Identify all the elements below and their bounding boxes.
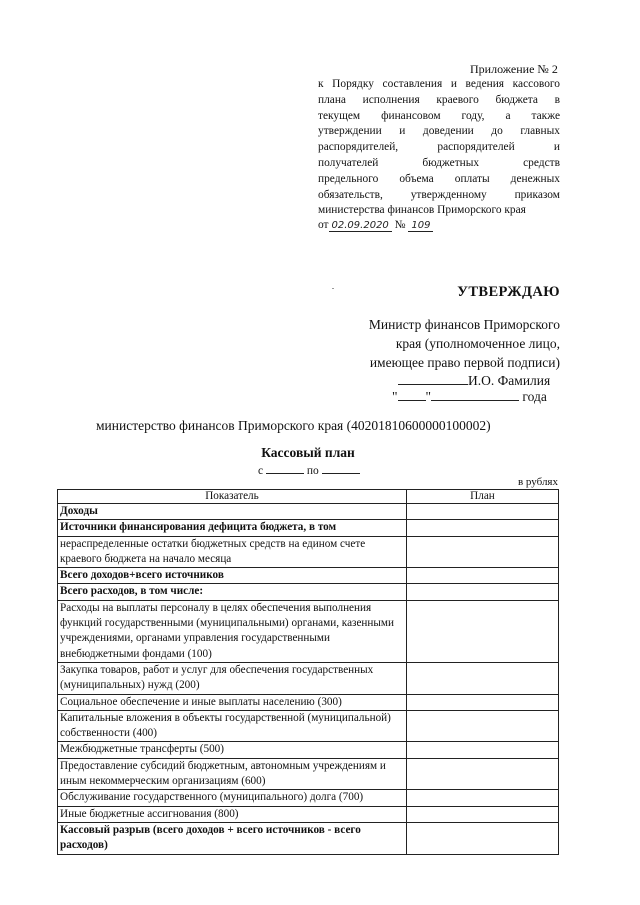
table-row xyxy=(58,584,559,600)
period-to-blank xyxy=(322,463,360,474)
table-row xyxy=(58,790,559,806)
plan-value-cell[interactable] xyxy=(406,790,558,806)
period-from-label: с xyxy=(258,465,264,477)
appendix-line: текущем финансовом году, а также xyxy=(318,109,560,122)
appendix-line: утверждении и доведении до главных xyxy=(318,125,560,138)
period-from-blank xyxy=(266,463,304,474)
plan-value-cell[interactable] xyxy=(406,758,558,790)
plan-value-cell[interactable] xyxy=(406,822,558,854)
indicator-cell: Доходы xyxy=(58,504,407,520)
approver-line: Министр финансов Приморского xyxy=(368,317,560,332)
plan-value-cell[interactable] xyxy=(406,662,558,694)
table-row xyxy=(58,822,559,854)
scan-speck xyxy=(332,288,334,289)
cash-plan-table xyxy=(57,489,559,855)
column-header-plan: План xyxy=(406,490,558,504)
appendix-line: к Порядку составления и ведения кассового xyxy=(318,78,560,90)
table-row xyxy=(58,710,559,742)
appendix-text xyxy=(318,77,560,219)
plan-value-cell[interactable] xyxy=(406,520,558,536)
indicator-cell: Капитальные вложения в объекты государственной (муниципальной) собственности (400) xyxy=(58,710,407,742)
indicator-cell: Кассовый разрыв (всего доходов + всего источников - всего расходов) xyxy=(58,822,407,854)
year-word: года xyxy=(522,389,547,404)
appendix-line: предельного объема оплаты денежных xyxy=(318,172,560,185)
plan-value-cell[interactable] xyxy=(406,694,558,710)
appendix-line: министерства финансов Приморского края xyxy=(318,204,526,217)
signature-blank xyxy=(398,372,468,385)
order-number-handwritten: 109 xyxy=(408,220,433,232)
table-body xyxy=(58,504,559,855)
column-header-indicator: Показатель xyxy=(58,490,407,504)
table-row xyxy=(58,806,559,822)
plan-value-cell[interactable] xyxy=(406,806,558,822)
table-header-row xyxy=(58,490,559,504)
period-to-label: по xyxy=(306,465,319,477)
plan-value-cell[interactable] xyxy=(406,584,558,600)
indicator-cell: Иные бюджетные ассигнования (800) xyxy=(58,806,407,822)
period-line xyxy=(258,463,360,477)
plan-value-cell[interactable] xyxy=(406,600,558,662)
approval-date-line xyxy=(392,389,547,405)
table-row xyxy=(58,568,559,584)
approver-line: имеющее право первой подписи) xyxy=(369,355,560,370)
indicator-cell: Предоставление субсидий бюджетным, автономным учреждениям и иным некоммерческим организациям (600) xyxy=(58,758,407,790)
signature-line xyxy=(398,372,550,389)
approval-heading: УТВЕРЖДАЮ xyxy=(457,284,560,300)
table-row xyxy=(58,758,559,790)
appendix-line: обязательств, утвержденному приказом xyxy=(318,188,560,201)
plan-value-cell[interactable] xyxy=(406,742,558,758)
table-row xyxy=(58,536,559,568)
date-close-quote: " xyxy=(425,389,432,404)
date-open-quote: " xyxy=(392,389,398,404)
indicator-cell: Закупка товаров, работ и услуг для обеспечения государственных (муниципальных) нужд (200) xyxy=(58,662,407,694)
table-row xyxy=(58,504,559,520)
appendix-line: получателей бюджетных средств xyxy=(318,156,560,169)
signature-name: И.О. Фамилия xyxy=(468,373,551,388)
table-row xyxy=(58,662,559,694)
indicator-cell: Расходы на выплаты персоналу в целях обеспечения выполнения функций государственными (муниципальными) органами, казенными учреждениями, органами управления государственными внебюджетными фондами (100) xyxy=(58,600,407,662)
plan-value-cell[interactable] xyxy=(406,504,558,520)
plan-value-cell[interactable] xyxy=(406,536,558,568)
table-row xyxy=(58,694,559,710)
order-date-handwritten: 02.09.2020 xyxy=(329,220,392,232)
appendix-title: Приложение № 2 xyxy=(470,62,558,76)
indicator-cell: Источники финансирования дефицита бюджета, в том xyxy=(58,520,407,536)
appendix-line: плана исполнения краевого бюджета в xyxy=(318,93,560,106)
approver-line: края (уполномоченное лицо, xyxy=(395,336,560,351)
table-row xyxy=(58,600,559,662)
table-row xyxy=(58,520,559,536)
indicator-cell: нераспределенные остатки бюджетных средств на едином счете краевого бюджета на начало месяца xyxy=(58,536,407,568)
day-blank xyxy=(398,389,426,401)
indicator-cell: Обслуживание государственного (муниципального) долга (700) xyxy=(58,790,407,806)
month-blank xyxy=(431,389,519,401)
plan-title: Кассовый план xyxy=(261,445,355,460)
order-reference xyxy=(318,218,433,233)
plan-value-cell[interactable] xyxy=(406,568,558,584)
order-number-label: № xyxy=(394,219,406,231)
indicator-cell: Межбюджетные трансферты (500) xyxy=(58,742,407,758)
indicator-cell: Всего доходов+всего источников xyxy=(58,568,407,584)
appendix-line: распорядителей, распорядителей и xyxy=(318,141,560,154)
plan-value-cell[interactable] xyxy=(406,710,558,742)
organization-name: министерство финансов Приморского края (40201810600000100002) xyxy=(96,418,491,433)
table-row xyxy=(58,742,559,758)
approver-position xyxy=(300,315,560,372)
indicator-cell: Социальное обеспечение и иные выплаты населению (300) xyxy=(58,694,407,710)
unit-label: в рублях xyxy=(517,476,558,488)
indicator-cell: Всего расходов, в том числе: xyxy=(58,584,407,600)
order-prefix: от xyxy=(318,219,329,231)
